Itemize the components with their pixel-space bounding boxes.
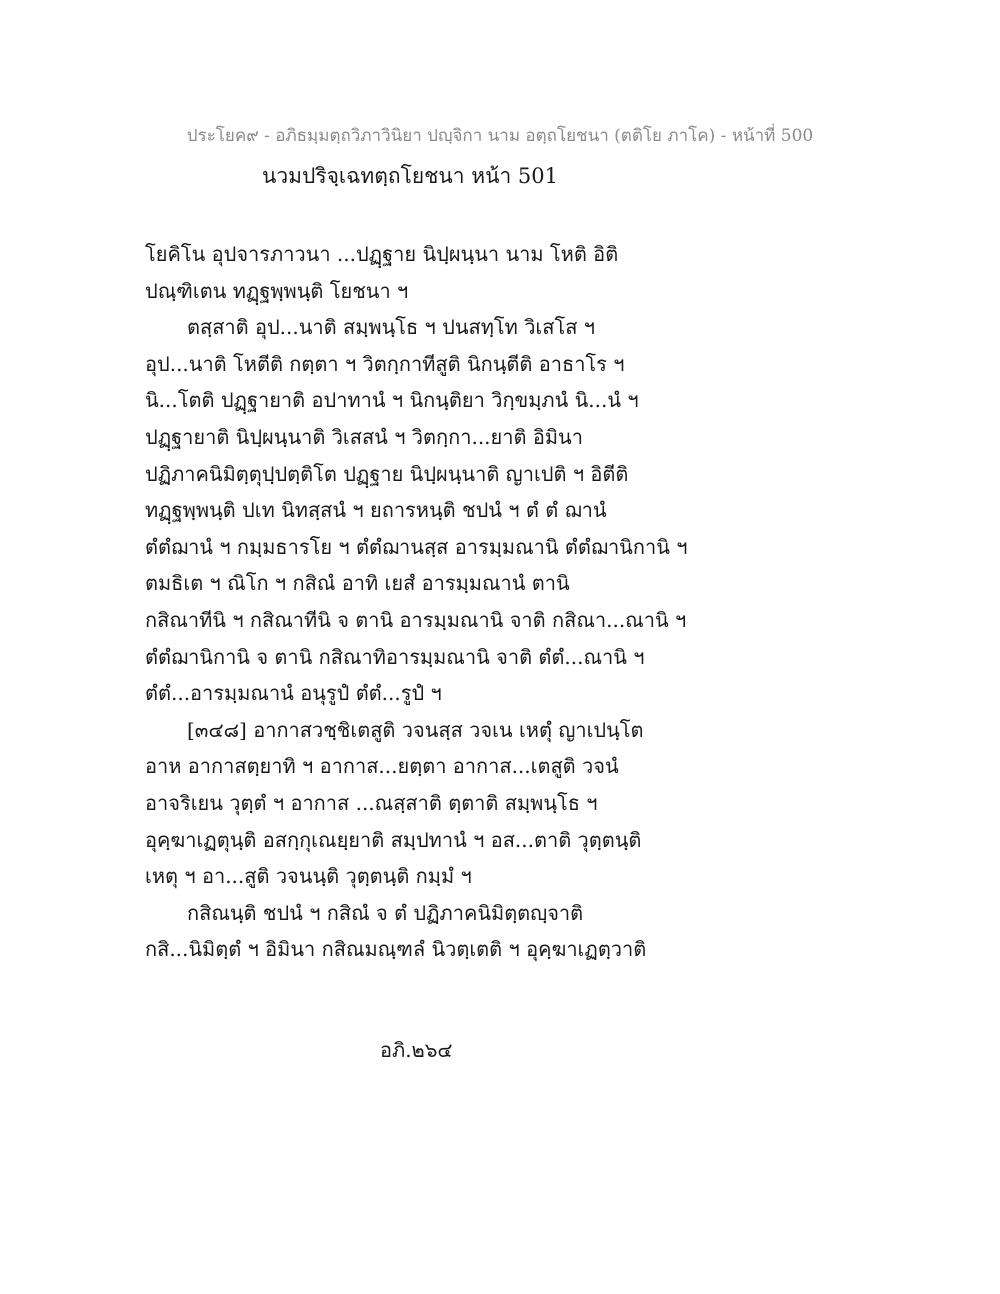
text-line: ทฏฺฐพฺพนฺติ ปเท นิทสฺสนํ ฯ ยถารหนฺติ ชปนํ ฯ ตํ ตํ ฌานํ (145, 498, 607, 523)
text-line: [๓๔๘] อากาสวชฺชิเตสูติ วจนสฺส วจเน เหตุํ ญาเปนฺโต (187, 717, 644, 742)
page-footer-code: อภิ.๒๖๔ (380, 1038, 453, 1062)
text-line: เหตุ ฯ อา...สูติ วจนนฺติ วุตฺตนฺติ กมฺมํ ฯ (145, 864, 472, 889)
text-line: ตํตํ...อารมฺมณานํ อนุรูปํ ตํตํ...รูปํ ฯ (145, 681, 442, 706)
text-line: อาจริเยน วุตฺตํ ฯ อากาส ...ณสฺสาติ ตฺตาติ สมฺพนฺโธ ฯ (145, 790, 598, 815)
text-line: ตสฺสาติ อุป...นาติ สมฺพนฺโธ ฯ ปนสทฺโท วิเสโส ฯ (187, 315, 595, 340)
text-line: ปฏฺฐายาติ นิปฺผนฺนาติ วิเสสนํ ฯ วิตกฺกา...ยาติ อิมินา (145, 424, 583, 449)
text-line: ปณฺฑิเตน ทฏฺฐพฺพนฺติ โยชนา ฯ (145, 278, 409, 303)
body-text (145, 236, 845, 968)
text-line: กสิ...นิมิตฺตํ ฯ อิมินา กสิณมณฺฑลํ นิวตฺเตติ ฯ อุคฺฆาเฏตฺวาติ (145, 937, 647, 962)
section-title: นวมปริจฺเฉทตฺถโยชนา หน้า 501 (262, 164, 558, 188)
text-line: ตมธิเต ฯ ณิโก ฯ กสิณํ อาทิ เยสํ อารมฺมณานํ ตานิ (145, 571, 570, 596)
text-line: กสิณนฺติ ชปนํ ฯ กสิณํ จ ตํ ปฏิภาคนิมิตฺตญฺจาติ (187, 900, 584, 925)
text-line: อุป...นาติ โหตีติ กตฺตา ฯ วิตกฺกาทีสูติ นิกนฺตีติ อาธาโร ฯ (145, 351, 625, 376)
text-line: ตํตํฌานํ ฯ กมฺมธารโย ฯ ตํตํฌานสฺส อารมฺมณานิ ตํตํฌานิกานิ ฯ (145, 534, 688, 559)
text-line: โยคิโน อุปจารภาวนา ...ปฏฺฐาย นิปฺผนฺนา นาม โหติ อิติ (145, 242, 619, 266)
text-line: อาห อากาสตฺยาทิ ฯ อากาส...ยตฺตา อากาส...เตสูติ วจนํ (145, 754, 619, 779)
text-line: กสิณาทีนิ ฯ กสิณาทีนิ จ ตานิ อารมฺมณานิ จาติ กสิณา...ณานิ ฯ (145, 607, 687, 632)
text-line: นิ...โตติ ปฏฺฐายาติ อปาทานํ ฯ นิกนฺติยา วิกฺขมฺภนํ นิ...นํ ฯ (145, 388, 639, 413)
text-line: อุคฺฆาเฏตุนฺติ อสกฺกุเณยฺยาติ สมฺปทานํ ฯ อส...ตาติ วุตฺตนฺติ (145, 827, 642, 852)
text-line: ตํตํฌานิกานิ จ ตานิ กสิณาทิอารมฺมณานิ จาติ ตํตํ...ณานิ ฯ (145, 644, 645, 669)
text-line: ปฏิภาคนิมิตฺตุปฺปตฺติโต ปฏฺฐาย นิปฺผนฺนาติ ญาเปติ ฯ อิตีติ (145, 461, 629, 486)
running-header: ประโยค๙ - อภิธมฺมตฺถวิภาวินิยา ปญฺจิกา นาม อตฺถโยชนา (ตติโย ภาโค) - หน้าที่ 500 (186, 126, 814, 146)
